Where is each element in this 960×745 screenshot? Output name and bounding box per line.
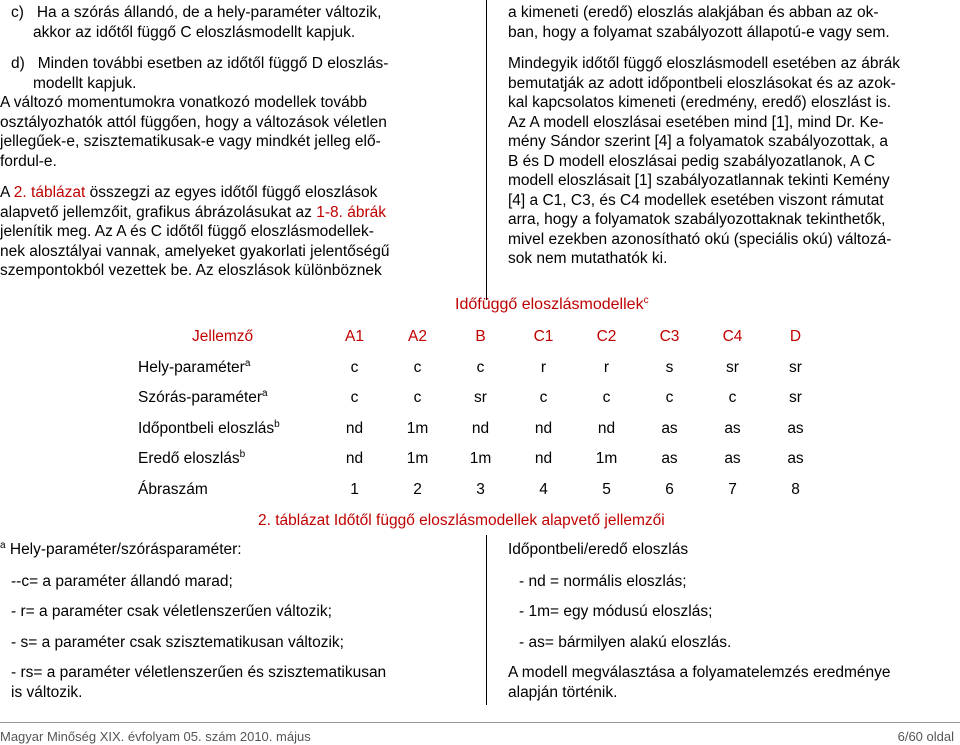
- para2-line-4: nek alosztályai vannak, amelyeket gyakorlati jelentőségű: [0, 242, 390, 260]
- table-cell: nd: [534, 450, 553, 468]
- item-c-line-2: akkor az időtől függő C eloszlásmodellt kapjuk.: [33, 23, 356, 41]
- para2-line-3: jelenítik meg. Az A és C időtől függő eloszlásmodellek-: [0, 223, 374, 240]
- item-c-line-1: c) Ha a szórás állandó, de a hely-paraméter változik,: [11, 4, 382, 21]
- column-divider-bottom: [486, 535, 487, 705]
- right-line: arra, hogy a folyamatok szabályozottaknak tekinthetők,: [508, 211, 886, 228]
- note-item: - s= a paraméter csak szisztematikusan változik;: [11, 633, 344, 651]
- table-cell: s: [665, 358, 674, 376]
- table-cell: 1m: [469, 450, 492, 468]
- row-label-sup: b: [274, 418, 280, 430]
- table-cell: 5: [602, 480, 611, 498]
- header-a2: A2: [408, 328, 427, 346]
- table-cell: r: [603, 358, 610, 376]
- table-cell: 2: [413, 480, 422, 498]
- right-line: bemutatják az adott időpontbeli eloszlásokat és az azok-: [508, 74, 896, 92]
- item-d-line-2: modellt kapjuk.: [33, 74, 137, 92]
- row-label-sup: a: [244, 357, 251, 369]
- table-cell: sr: [789, 389, 802, 407]
- table-reference-link[interactable]: 2. táblázat: [13, 184, 86, 201]
- table-cell: 1m: [406, 419, 429, 437]
- table-super-title-text: Időfüggő eloszlásmodellek: [455, 296, 644, 313]
- table-cell: c: [476, 358, 485, 376]
- column-divider-top: [486, 0, 487, 300]
- table-row: [138, 383, 827, 414]
- note-item: - rs= a paraméter véletlenszerűen és szisztematikusan: [11, 664, 387, 681]
- right-line: modell eloszlásait [1] szabályozatlannak tekinti Kemény: [508, 172, 890, 189]
- para1-line-1: A változó momentumokra vonatkozó modellek tovább: [0, 94, 368, 111]
- table-cell: 1m: [595, 450, 618, 468]
- table-cell: 6: [665, 480, 674, 498]
- right-line: Az A modell eloszlásai esetében mind [1], mind Dr. Ke-: [508, 113, 884, 131]
- row-label: [138, 353, 323, 384]
- notes-left-title-text: Hely-paraméter/szórásparaméter:: [5, 541, 242, 558]
- table-header-row: [138, 322, 827, 353]
- row-label-sup: b: [239, 449, 246, 461]
- table-cell: 4: [539, 480, 548, 498]
- table-cell: as: [724, 450, 741, 468]
- row-label-sup: a: [262, 388, 268, 400]
- footer-left: Magyar Minőség XIX. évfolyam 05. szám 2010. május: [0, 729, 311, 744]
- note-item: - r= a paraméter csak véletlenszerűen változik;: [11, 603, 332, 620]
- table-cell: 7: [728, 480, 737, 498]
- table-cell: r: [540, 358, 547, 376]
- table-cell: 1: [350, 480, 359, 498]
- table-cell: nd: [534, 419, 553, 437]
- table-cell: c: [665, 389, 674, 407]
- right-line: mény Sándor szerint [4] a folyamatok szabályozottak, a: [508, 133, 888, 150]
- note-item: is változik.: [11, 683, 83, 701]
- table-cell: c: [602, 389, 611, 407]
- right-line: sok nem mutathatók ki.: [508, 250, 668, 267]
- para1-line-2: osztályozhatók attól függően, hogy a változások véletlen: [0, 113, 387, 131]
- table-cell: c: [350, 358, 359, 376]
- notes-right-title: Időpontbeli/eredő eloszlás: [508, 541, 689, 558]
- notes-right: [508, 540, 958, 702]
- right-line: mivel ezekben azonosítható okú (speciális okú) változá-: [508, 230, 892, 248]
- table-cell: as: [787, 419, 804, 437]
- header-jellemzo: Jellemző: [192, 328, 254, 346]
- footer-rule: [0, 722, 960, 723]
- row-label: [138, 444, 323, 475]
- row-label-text: Ábraszám: [138, 480, 208, 498]
- table-cell: sr: [474, 389, 487, 407]
- row-label: [138, 414, 323, 445]
- notes-left-title: [0, 540, 475, 560]
- table-cell: nd: [471, 419, 490, 437]
- para2-text: alapvető jellemzőit, grafikus ábrázolásukat az: [0, 203, 317, 221]
- notes-right-closing: A modell megválasztása a folyamatelemzés eredménye: [508, 664, 891, 681]
- para2-line-5: szempontokból vezettek be. Az eloszlások különböznek: [0, 262, 382, 279]
- note-item: - 1m= egy módusú eloszlás;: [519, 603, 713, 620]
- notes-right-closing: alapján történik.: [508, 683, 618, 701]
- right-line: ban, hogy a folyamat szabályozott állapotú-e vagy sem.: [508, 23, 890, 41]
- note-item: --c= a paraméter állandó marad;: [11, 572, 233, 590]
- table-cell: 8: [791, 480, 800, 498]
- note-item: - as= bármilyen alakú eloszlás.: [519, 633, 732, 651]
- footer-right: 6/60 oldal: [897, 729, 954, 744]
- header-a1: A1: [345, 328, 364, 346]
- right-line: kal kapcsolatos kimeneti (eredmény, eredő) eloszlást is.: [508, 94, 892, 111]
- table-cell: 3: [476, 480, 485, 498]
- row-label-text: Időpontbeli eloszlás: [138, 419, 275, 437]
- para1-line-4: fordul-e.: [0, 152, 57, 170]
- table-cell: c: [539, 389, 548, 407]
- right-line: B és D modell eloszlásai pedig szabályozatlanok, A C: [508, 152, 876, 170]
- table-cell: as: [661, 419, 678, 437]
- table-cell: 1m: [406, 450, 429, 468]
- table-caption: 2. táblázat Időtől függő eloszlásmodellek alapvető jellemzői: [258, 512, 665, 529]
- row-label-text: Szórás-paraméter: [138, 389, 263, 407]
- header-b: B: [475, 328, 486, 346]
- para2-text: összegzi az egyes időtől függő eloszlások: [85, 184, 378, 201]
- right-line: a kimeneti (eredő) eloszlás alakjában és abban az ok-: [508, 4, 879, 21]
- table-row: [138, 414, 827, 445]
- header-c1: C1: [533, 328, 554, 346]
- header-c4: C4: [722, 328, 743, 346]
- table-cell: as: [724, 419, 741, 437]
- table-cell: as: [787, 450, 804, 468]
- table-cell: sr: [789, 358, 802, 376]
- table-row: [138, 475, 827, 506]
- para1-line-3: jellegűek-e, szisztematikusak-e vagy mindkét jelleg elő-: [0, 133, 381, 150]
- table-row: [138, 353, 827, 384]
- figure-reference-link[interactable]: 1-8. ábrák: [316, 203, 386, 221]
- para2-line-2: [0, 203, 470, 223]
- table-cell: c: [413, 389, 422, 407]
- left-column: [0, 3, 470, 281]
- item-d-line-1: d) Minden további esetben az időtől függő D eloszlás-: [11, 55, 389, 72]
- row-label: [138, 383, 323, 414]
- table-cell: c: [728, 389, 737, 407]
- table-cell: nd: [345, 450, 364, 468]
- table-cell: c: [350, 389, 359, 407]
- notes-left-title-sup: a: [0, 540, 6, 551]
- row-label-text: Eredő eloszlás: [138, 450, 240, 468]
- note-item: - nd = normális eloszlás;: [519, 572, 687, 590]
- table-cell: nd: [597, 419, 616, 437]
- row-label-text: Hely-paraméter: [138, 358, 245, 376]
- right-column: [508, 3, 958, 269]
- table-super-title: [455, 296, 649, 314]
- notes-left: [0, 540, 475, 702]
- table-row: [138, 444, 827, 475]
- right-line: [4] a C1, C3, és C4 modellek esetében viszont rámutat: [508, 191, 884, 209]
- header-c2: C2: [596, 328, 617, 346]
- right-line: Mindegyik időtől függő eloszlásmodell esetében az ábrák: [508, 55, 901, 72]
- table-cell: sr: [726, 358, 739, 376]
- distribution-models-table: [138, 322, 827, 505]
- table-cell: as: [661, 450, 678, 468]
- para2-text: A: [0, 184, 14, 201]
- header-c3: C3: [659, 328, 680, 346]
- para2-line-1: [0, 183, 470, 203]
- table-cell: nd: [345, 419, 364, 437]
- row-label: [138, 475, 323, 506]
- header-d: D: [789, 328, 802, 346]
- table-cell: c: [413, 358, 422, 376]
- table-super-title-sup: c: [643, 295, 649, 306]
